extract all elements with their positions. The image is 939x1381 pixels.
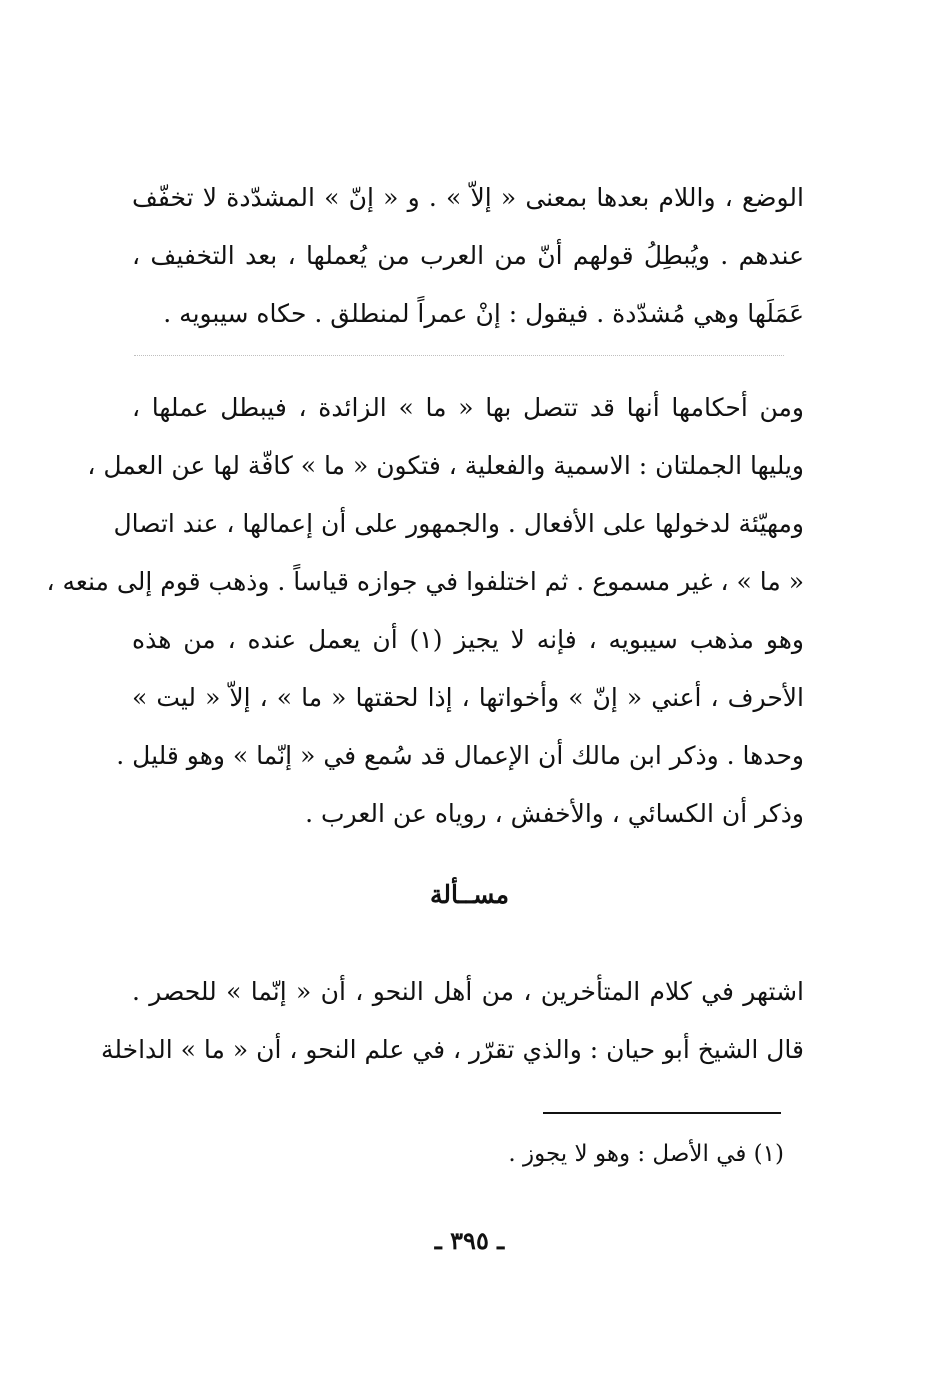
paragraph-1-line-1: الوضع ، واللام بعدها بمعنى « إلاّ » . و « إنّ » المشدّدة لا تخفّف <box>132 183 804 212</box>
paragraph-2-line-1: ومن أحكامها أنها قد تتصل بها « ما » الزائدة ، فيبطل عملها ، <box>132 393 804 422</box>
paragraph-2-line-3: ومهيّئة لدخولها على الأفعال . والجمهور على أن إعمالها ، عند اتصال <box>113 509 804 538</box>
paragraph-2-line-5: وهو مذهب سيبويه ، فإنه لا يجيز (١) أن يعمل عنده ، من هذه <box>132 625 804 654</box>
paragraph-2-line-4: « ما » ، غير مسموع . ثم اختلفوا في جوازه قياساً . وذهب قوم إلى منعه ، <box>46 567 804 596</box>
paragraph-2-line-2: ويليها الجملتان : الاسمية والفعلية ، فتكون « ما » كافّة لها عن العمل ، <box>87 451 804 480</box>
paragraph-2-line-6: الأحرف ، أعني « إنّ » وأخواتها ، إذا لحقتها « ما » ، إلاّ « ليت » <box>132 683 804 712</box>
paragraph-2-line-8: وذكر أن الكسائي ، والأخفش ، روياه عن العرب . <box>305 799 804 828</box>
paragraph-2-line-7: وحدها . وذكر ابن مالك أن الإعمال قد سُمع في « إنّما » وهو قليل . <box>116 741 804 770</box>
faint-divider <box>134 355 784 356</box>
paragraph-3-line-1: اشتهر في كلام المتأخرين ، من أهل النحو ، أن « إنّما » للحصر . <box>132 977 804 1006</box>
paragraph-1-line-3: عَمَلَها وهي مُشدّدة . فيقول : إنْ عمراً لمنطلق . حكاه سيبويه . <box>163 299 804 328</box>
section-heading: مســألة <box>430 880 509 909</box>
footnote: (١) في الأصل : وهو لا يجوز . <box>508 1141 784 1167</box>
paragraph-3-line-2: قال الشيخ أبو حيان : والذي تقرّر ، في علم النحو ، أن « ما » الداخلة <box>100 1035 804 1064</box>
footnote-separator <box>543 1112 781 1114</box>
page-number: ـ ٣٩٥ ـ <box>434 1226 505 1255</box>
paragraph-1-line-2: عندهم . ويُبطِلُ قولهم أنّ من العرب من يُعملها ، بعد التخفيف ، <box>132 241 804 270</box>
